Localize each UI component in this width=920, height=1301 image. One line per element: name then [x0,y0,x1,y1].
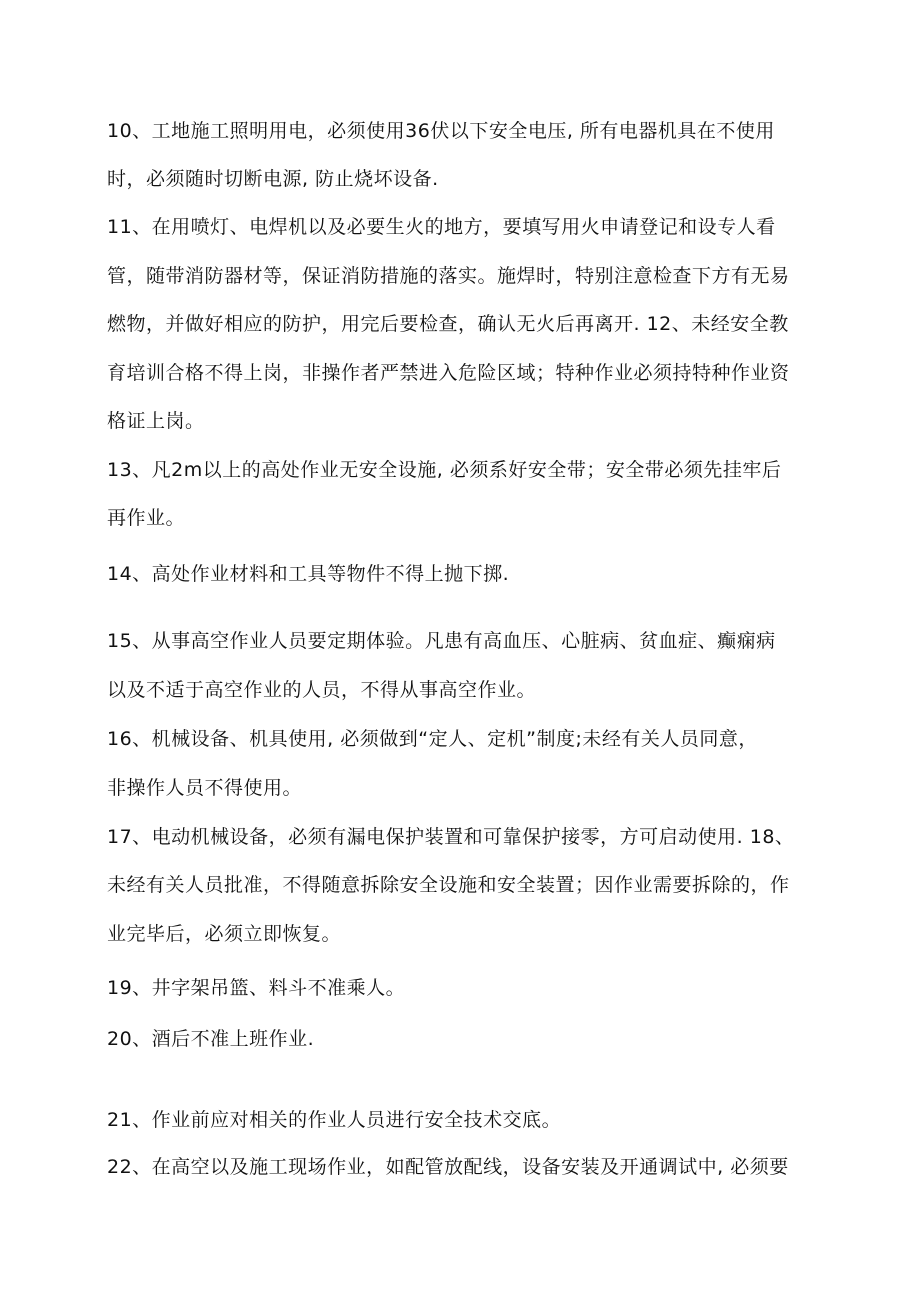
text-line: 格证上岗。 [107,410,205,432]
text-line: 19、井字架吊篮、料斗不准乘人。 [107,977,406,999]
text-line: 13、凡2m以上的高处作业无安全设施, 必须系好安全带；安全带必须先挂牢后 [107,459,782,481]
text-line: 22、在高空以及施工现场作业，如配管放配线，设备安装及开通调试中, 必须要 [107,1156,789,1178]
text-line: 17、电动机械设备，必须有漏电保护装置和可靠保护接零，方可启动使用. 18、 [107,826,795,848]
text-line: 再作业。 [107,507,186,529]
text-line: 非操作人员不得使用。 [107,777,303,799]
text-line: 以及不适于高空作业的人员，不得从事高空作业。 [107,679,537,701]
text-line: 未经有关人员批准，不得随意拆除安全设施和安全装置；因作业需要拆除的，作 [107,874,790,896]
text-line: 20、酒后不准上班作业. [107,1028,315,1050]
text-line: 21、作业前应对相关的作业人员进行安全技术交底。 [107,1109,562,1131]
text-line: 15、从事高空作业人员要定期体验。凡患有高血压、心脏病、贫血症、癫痫病 [107,630,776,652]
text-line: 16、机械设备、机具使用, 必须做到“定人、定机”制度;未经有关人员同意， [107,728,758,750]
text-line: 燃物，并做好相应的防护，用完后要检查，确认无火后再离开. 12、未经安全教 [107,313,789,335]
text-line: 时，必须随时切断电源, 防止烧坏设备. [107,168,439,190]
text-line: 10、工地施工照明用电，必须使用36伏以下安全电压, 所有电器机具在不使用 [107,120,775,142]
text-line: 业完毕后，必须立即恢复。 [107,923,342,945]
text-line: 14、高处作业材料和工具等物件不得上抛下掷. [107,563,510,585]
text-line: 11、在用喷灯、电焊机以及必要生火的地方，要填写用火申请登记和设专人看 [107,216,776,238]
text-line: 管，随带消防器材等，保证消防措施的落实。施焊时，特别注意检查下方有无易 [107,265,790,287]
text-line: 育培训合格不得上岗，非操作者严禁进入危险区域；特种作业必须持特种作业资 [107,362,790,384]
